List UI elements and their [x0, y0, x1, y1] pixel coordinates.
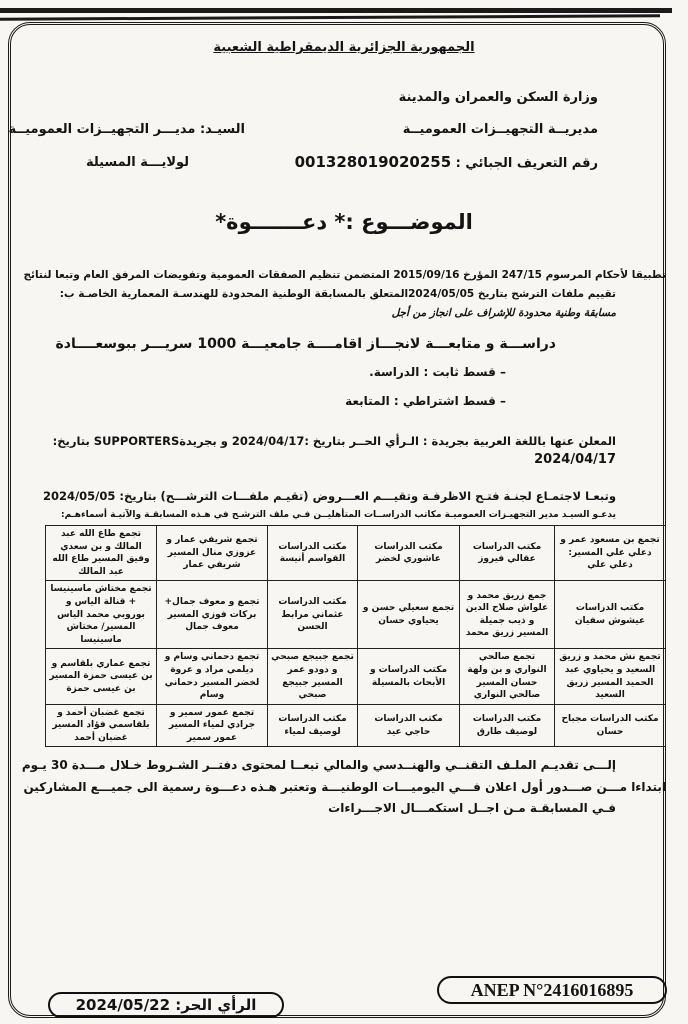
table-cell: جمع زريق محمد و علواش صلاح الدين و ذيب جميلة المسير زريق محمد [460, 581, 555, 649]
closing-line1: إلـــى تقديـم الملـف التقنــي والهنــدسي والمالي تبعــا لمحتوى دفتــر الشـروط خـلال مـــدة 30 يـوم [21, 758, 616, 773]
body-line2: تقييم ملفات الترشح بتاريخ 2024/05/05المتعلق بالمسابقة الوطنية المحدودة للهندسـة المعمارية الخاصـة ب: [59, 288, 616, 301]
table-cell: تجمع نش محمد و زريق السعيد و يحياوي عبد الحميد المسير زريق السعيد [555, 649, 666, 704]
directorate: مديريــة التجهيــزات العموميــة [402, 122, 598, 137]
table-cell: تجمع دحماني وسام و ديلمي مراد و عروة لخضر المسير دحماني وسام [157, 649, 268, 704]
top-rule [0, 8, 672, 13]
announce-line2: 2024/04/17 [534, 452, 616, 468]
table-cell: مكتب الدراسات مجباح حسان [555, 704, 666, 747]
table-cell: تجمع طاع الله عبد المالك و بن سعدي وفيق المسير طاع الله عبد المالك [46, 525, 157, 580]
ministry: وزارة السكن والعمران والمدينة [398, 90, 598, 105]
table-row [46, 649, 666, 704]
meeting-line: وتبعـا لاجتمـاع لجنـة فتـح الاظرفـة وتقيـــم العـــروض (تقيـم ملفـــات الترشـــح) بتاريخ: 2024/05/05 [42, 489, 616, 504]
newspaper-date: الرأي الحر: 2024/05/22 [48, 992, 284, 1018]
table-cell: مكتب الدراسات حاجي عيد [358, 704, 460, 747]
invite-line: يدعـو السيـد مدير التجهيـزات العموميـة مكاتب الدراســات المتأهليــن فـي ملف الترشـح في هـذه المسابقـة والآتيـة أسماءهـم: [61, 509, 616, 520]
table-row [46, 525, 666, 580]
table-cell: تجمع و معوف جمال+ بركات فوزي المسير معوف جمال [157, 581, 268, 649]
table-cell: مكتب الدراسات و الأبحاث بالمسيلة [358, 649, 460, 704]
table-cell: مكتب الدراسات لوصيف طارق [460, 704, 555, 747]
closing-line2: ابتداءا مـــن صـــدور أول اعلان فـــي اليوميـــات الوطنيـــة وتعتبر هـذه دعـــوة رسمية الى جميـــع المشاركين [23, 779, 666, 794]
table-cell: مكتب الدراسات عثماني مرابط الحسن [268, 581, 358, 649]
table-cell: تجمع غضبان أحمد و بلقاسمي فؤاد المسير غضبان أحمد [46, 704, 157, 747]
table-cell: تجمع عمور سمير و جرادي لمياء المسير عمور سمير [157, 704, 268, 747]
table-cell: تجمع شريفي عمار و عزوزي منال المسير شريفي عمار [157, 525, 268, 580]
table-cell: تجمع مختاش ماسينيسا + قنالة الياس و بوروبي محمد الياس المسير/ مختاش ماسينيسا [46, 581, 157, 649]
candidates-table [45, 525, 666, 748]
anep-number: ANEP N°2416016895 [437, 976, 667, 1004]
addressee-line2: لولايـــة المسيلة [85, 155, 190, 170]
table-row [46, 581, 666, 649]
table-cell: تجمع جبيجع صبحي و دودو عمر المسير جبيجع صبحي [268, 649, 358, 704]
item-fixed: – قسط ثابت : الدراسة. [369, 364, 506, 379]
table-row [46, 704, 666, 747]
table-cell: مكتب الدراسات القواسم أنيسة [268, 525, 358, 580]
body-line1: تطبيقا لأحكام المرسوم 247/15 المؤرخ 2015/09/16 المتضمن تنظيم الصفقات العمومية وتفويضات المرفق العام وتبعا لنتائج [23, 269, 666, 281]
table-cell: مكتب الدراسات عاشوري لخضر [358, 525, 460, 580]
project-title: دراســـة و متابعـــة لانجـــاز اقامــــة جامعيـــة 1000 سريـــر ببوسعــــادة [55, 335, 556, 352]
announce-line1: المعلن عنها باللغة العربية بجريدة : الـرأي الحــر بتاريخ :2024/04/17 و بجريدةSUPPORTERS بتاريخ: [52, 433, 616, 448]
closing-line3: فـي المسابقـة مـن اجــل استكمـــال الاجـــراءات [328, 801, 616, 816]
table-cell: مكتب الدراسات عقالي فيروز [460, 525, 555, 580]
tax-id-line [295, 153, 598, 171]
table-cell: تجمع صالحي النواري و بن ولهة حسان المسير صالحي النواري [460, 649, 555, 704]
tax-id: 001328019020255 [294, 153, 452, 171]
top-rule-thin [0, 14, 660, 20]
table-cell: تجمع عماري بلقاسم و بن عيسى حمزة المسير بن عيسى حمزة [46, 649, 157, 704]
republic-heading: الجمهورية الجزائرية الديمقراطية الشعبية [213, 40, 475, 55]
table-cell: مكتب الدراسات عيشوش سفيان [555, 581, 666, 649]
table-cell: تجمع بن مسعود عمر و دعلي علي المسير: دعلي علي [555, 525, 666, 580]
table-cell: تجمع سعيلي حسن و يحياوي حسان [358, 581, 460, 649]
body-line3: مسابقة وطنية محدودة للإشراف على انجاز من أجل [391, 307, 616, 320]
item-conditional: – قسط اشتراطي : المتابعة [345, 394, 506, 409]
addressee-line1: السيـد: مديـــر التجهيــزات العموميــة [8, 122, 245, 137]
document-body [20, 268, 666, 818]
tax-id-label: رقم التعريف الجبائي : [455, 156, 598, 171]
table-cell: مكتب الدراسات لوصيف لمياء [268, 704, 358, 747]
subject-title: الموضـــوع :* دعـــــــوة* [215, 210, 473, 234]
